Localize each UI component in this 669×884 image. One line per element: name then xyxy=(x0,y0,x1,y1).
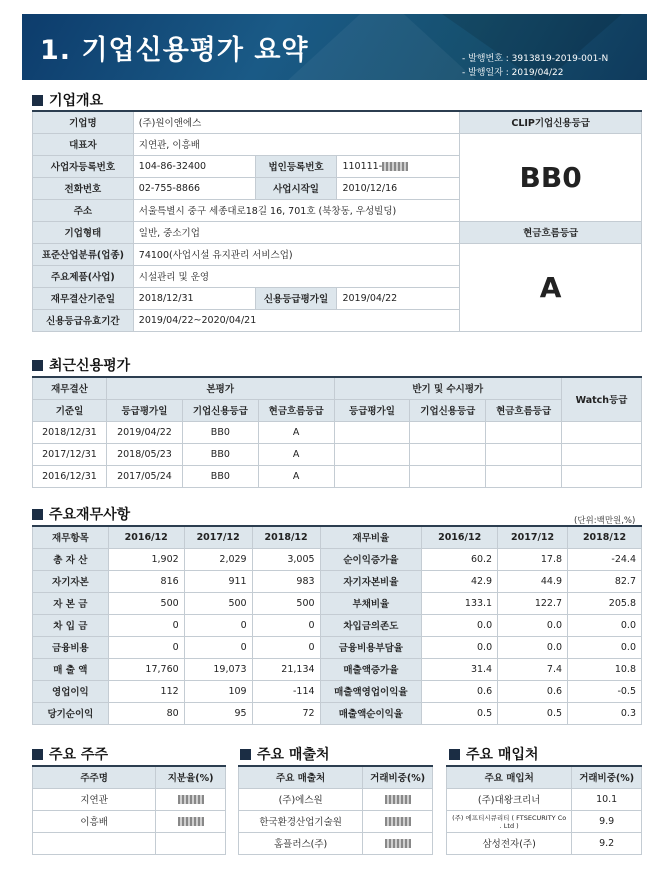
clip-grade-label: CLIP기업신용등급 xyxy=(460,111,642,133)
table-row: 삼성전자(주) 9.2 xyxy=(447,832,642,854)
table-cell: 자 본 금 xyxy=(33,592,109,614)
address: 서울특별시 중구 세종대로18길 16, 701호 (북창동, 우성빌딩) xyxy=(133,199,460,221)
table-row xyxy=(33,614,642,636)
table-cell: 0.0 xyxy=(498,614,568,636)
table-row: 이흥배 xyxy=(33,810,226,832)
table-cell: 72 xyxy=(252,702,320,724)
table-cell: 3,005 xyxy=(252,548,320,570)
square-bullet-icon xyxy=(240,749,251,760)
table-cell: 0.5 xyxy=(498,702,568,724)
table-cell: 21,134 xyxy=(252,658,320,680)
square-bullet-icon xyxy=(449,749,460,760)
table-cell: 자기자본비율 xyxy=(320,570,422,592)
customers-section-title: 주요 매출처 xyxy=(240,744,330,764)
table-cell: 80 xyxy=(108,702,184,724)
table-row xyxy=(33,592,642,614)
redacted-mark xyxy=(385,817,411,826)
table-row xyxy=(33,702,642,724)
table-cell: -114 xyxy=(252,680,320,702)
table-row xyxy=(33,832,226,854)
issue-date: - 발행일자 : 2019/04/22 xyxy=(462,68,564,78)
table-cell: 31.4 xyxy=(422,658,498,680)
clip-grade-value: BB0 xyxy=(460,133,642,221)
table-cell: 0.6 xyxy=(422,680,498,702)
table-cell: 0.5 xyxy=(422,702,498,724)
table-row xyxy=(33,570,642,592)
overview-section-title: 기업개요 xyxy=(32,90,103,110)
overview-table: 기업명 (주)원이앤에스 CLIP기업신용등급 대표자 지연관, 이흥배 BB0 사업자등록번호 104-86-32400 법인등록번호 110111- 전화번호 02-755-8866 사업시작일 2010/12/16 주소 서울특별시 중구 세종대로18길 16, 701호 (북창동, 우성빌딩) 기업형태 일반, 중소기업 현금흐름등급 표준산업분류(업종) 74100(사업시설 유지관리 서비스업) A 주요제품(사업) 시설관리 및 운영 재무결산기준일 2018/12/31 신용등급평가일 2019/04/22 신용등급유효기간 2019/04/22~2020/04/21 xyxy=(32,110,642,332)
redacted-mark xyxy=(385,839,411,848)
table-cell: 17.8 xyxy=(498,548,568,570)
table-cell: 60.2 xyxy=(422,548,498,570)
square-bullet-icon xyxy=(32,509,43,520)
table-cell: 0 xyxy=(108,614,184,636)
table-row: 2017/12/31 2018/05/23 BB0 A xyxy=(33,443,642,465)
table-cell: 0 xyxy=(252,636,320,658)
table-cell: 당기순이익 xyxy=(33,702,109,724)
table-cell: 매출액순이익율 xyxy=(320,702,422,724)
table-cell: 42.9 xyxy=(422,570,498,592)
cash-grade-value: A xyxy=(460,243,642,331)
customers-table: 주요 매출처 거래비중(%) (주)에스원 한국환경산업기술원 홈플러스(주) xyxy=(238,765,433,855)
phone-number: 02-755-8866 xyxy=(133,177,255,199)
table-cell: 911 xyxy=(184,570,252,592)
table-cell: 0.3 xyxy=(568,702,642,724)
fiscal-date: 2018/12/31 xyxy=(133,287,255,309)
table-row xyxy=(33,548,642,570)
table-cell: 총 자 산 xyxy=(33,548,109,570)
table-cell: 122.7 xyxy=(498,592,568,614)
table-cell: 0 xyxy=(184,636,252,658)
recent-rating-table: 재무결산 본평가 반기 및 수시평가 Watch등급 기준일 등급평가일 기업신용등급 현금흐름등급 등급평가일 기업신용등급 현금흐름등급 2018/12/31 2019/04/22 BB0 A 2017/12/31 2018/05/23 BB0 A 2016/12/31 2017/05/24 BB0 A xyxy=(32,376,642,488)
table-cell: 112 xyxy=(108,680,184,702)
table-cell: 109 xyxy=(184,680,252,702)
table-cell: 205.8 xyxy=(568,592,642,614)
validity-period: 2019/04/22~2020/04/21 xyxy=(133,309,460,331)
table-cell: 영업이익 xyxy=(33,680,109,702)
table-cell: 매출액증가율 xyxy=(320,658,422,680)
table-cell: 133.1 xyxy=(422,592,498,614)
table-row: (주)에스원 xyxy=(239,788,433,810)
table-cell: 2,029 xyxy=(184,548,252,570)
table-cell: 500 xyxy=(184,592,252,614)
report-header xyxy=(22,14,647,80)
industry: 74100(사업시설 유지관리 서비스업) xyxy=(133,243,460,265)
table-row xyxy=(33,636,642,658)
redacted-mark xyxy=(178,795,204,804)
table-cell: 자기자본 xyxy=(33,570,109,592)
table-cell: 0 xyxy=(252,614,320,636)
start-date: 2010/12/16 xyxy=(337,177,460,199)
table-row: (주) 에프티시큐리티 ( FTSECURITY Co . Ltd ) 9.9 xyxy=(447,810,642,832)
table-cell: 500 xyxy=(108,592,184,614)
finance-table: 재무항목 2016/12 2017/12 2018/12 재무비율 2016/12 2017/12 2018/12 총 자 산 1,902 2,029 3,005 순이익증가율 60.2 17.8 -24.4 자기자본 816 911 983 자기자본비율 42.9 44.9 82.7 자 본 금 500 500 500 부채비율 133.1 122.7 205.8 차 입 금 0 0 0 차입금의존도 0.0 0.0 0.0 금융비용 0 0 0 금융비용부담율 0.0 0.0 0.0 매 출 액 17,760 19,073 21,134 매출액증가율 31.4 7.4 10.8 영업이익 112 109 -114 매출액영업이익율 0.6 0.6 -0.5 당기순이익 80 95 72 매출액순이익율 0.5 0.5 0.3 xyxy=(32,525,642,725)
table-cell: 0.0 xyxy=(568,636,642,658)
table-cell: 순이익증가율 xyxy=(320,548,422,570)
table-cell: 17,760 xyxy=(108,658,184,680)
table-cell: 19,073 xyxy=(184,658,252,680)
shareholders-section-title: 주요 주주 xyxy=(32,744,108,764)
table-cell: -24.4 xyxy=(568,548,642,570)
table-cell: 10.8 xyxy=(568,658,642,680)
table-cell: 0.0 xyxy=(498,636,568,658)
square-bullet-icon xyxy=(32,95,43,106)
ceo-name: 지연관, 이흥배 xyxy=(133,133,460,155)
table-row xyxy=(33,658,642,680)
table-cell: 95 xyxy=(184,702,252,724)
table-cell: 1,902 xyxy=(108,548,184,570)
square-bullet-icon xyxy=(32,360,43,371)
main-product: 시설관리 및 운영 xyxy=(133,265,460,287)
table-cell: -0.5 xyxy=(568,680,642,702)
finance-section-title: 주요재무사항 xyxy=(32,504,130,524)
table-row: 2018/12/31 2019/04/22 BB0 A xyxy=(33,421,642,443)
unit-label: (단위:백만원,%) xyxy=(574,516,636,526)
company-type: 일반, 중소기업 xyxy=(133,221,460,243)
redacted-mark xyxy=(382,162,408,171)
table-cell: 매 출 액 xyxy=(33,658,109,680)
table-cell: 82.7 xyxy=(568,570,642,592)
recent-section-title: 최근신용평가 xyxy=(32,355,130,375)
table-cell: 0 xyxy=(184,614,252,636)
table-cell: 500 xyxy=(252,592,320,614)
company-name: (주)원이앤에스 xyxy=(133,111,460,133)
table-cell: 983 xyxy=(252,570,320,592)
table-row: 한국환경산업기술원 xyxy=(239,810,433,832)
table-cell: 0.6 xyxy=(498,680,568,702)
page-title: 1. 기업신용평가 요약 xyxy=(40,35,309,66)
table-cell: 차입금의존도 xyxy=(320,614,422,636)
table-cell: 44.9 xyxy=(498,570,568,592)
table-cell: 0.0 xyxy=(422,636,498,658)
biz-number: 104-86-32400 xyxy=(133,155,255,177)
square-bullet-icon xyxy=(32,749,43,760)
suppliers-table: 주요 매입처 거래비중(%) (주)대왕크리너 10.1 (주) 에프티시큐리티 ( FTSECURITY Co . Ltd ) 9.9 삼성전자(주) 9.2 xyxy=(446,765,642,855)
suppliers-section-title: 주요 매입처 xyxy=(449,744,539,764)
table-cell: 816 xyxy=(108,570,184,592)
table-row: 지연관 xyxy=(33,788,226,810)
table-cell: 7.4 xyxy=(498,658,568,680)
table-cell: 차 입 금 xyxy=(33,614,109,636)
table-cell: 부채비율 xyxy=(320,592,422,614)
table-cell: 0.0 xyxy=(568,614,642,636)
corp-number: 110111- xyxy=(337,155,460,177)
table-row xyxy=(33,680,642,702)
rating-date: 2019/04/22 xyxy=(337,287,460,309)
table-cell: 0.0 xyxy=(422,614,498,636)
table-row: 2016/12/31 2017/05/24 BB0 A xyxy=(33,465,642,487)
table-cell: 매출액영업이익율 xyxy=(320,680,422,702)
table-cell: 금융비용 xyxy=(33,636,109,658)
table-cell: 금융비용부담율 xyxy=(320,636,422,658)
issue-number: - 발행번호 : 3913819-2019-001-N xyxy=(462,54,609,64)
redacted-mark xyxy=(385,795,411,804)
table-row: 홈플러스(주) xyxy=(239,832,433,854)
table-row: (주)대왕크리너 10.1 xyxy=(447,788,642,810)
shareholders-table: 주주명 지분율(%) 지연관 이흥배 xyxy=(32,765,226,855)
cash-grade-label: 현금흐름등급 xyxy=(460,221,642,243)
redacted-mark xyxy=(178,817,204,826)
table-cell: 0 xyxy=(108,636,184,658)
issue-meta xyxy=(462,52,608,80)
